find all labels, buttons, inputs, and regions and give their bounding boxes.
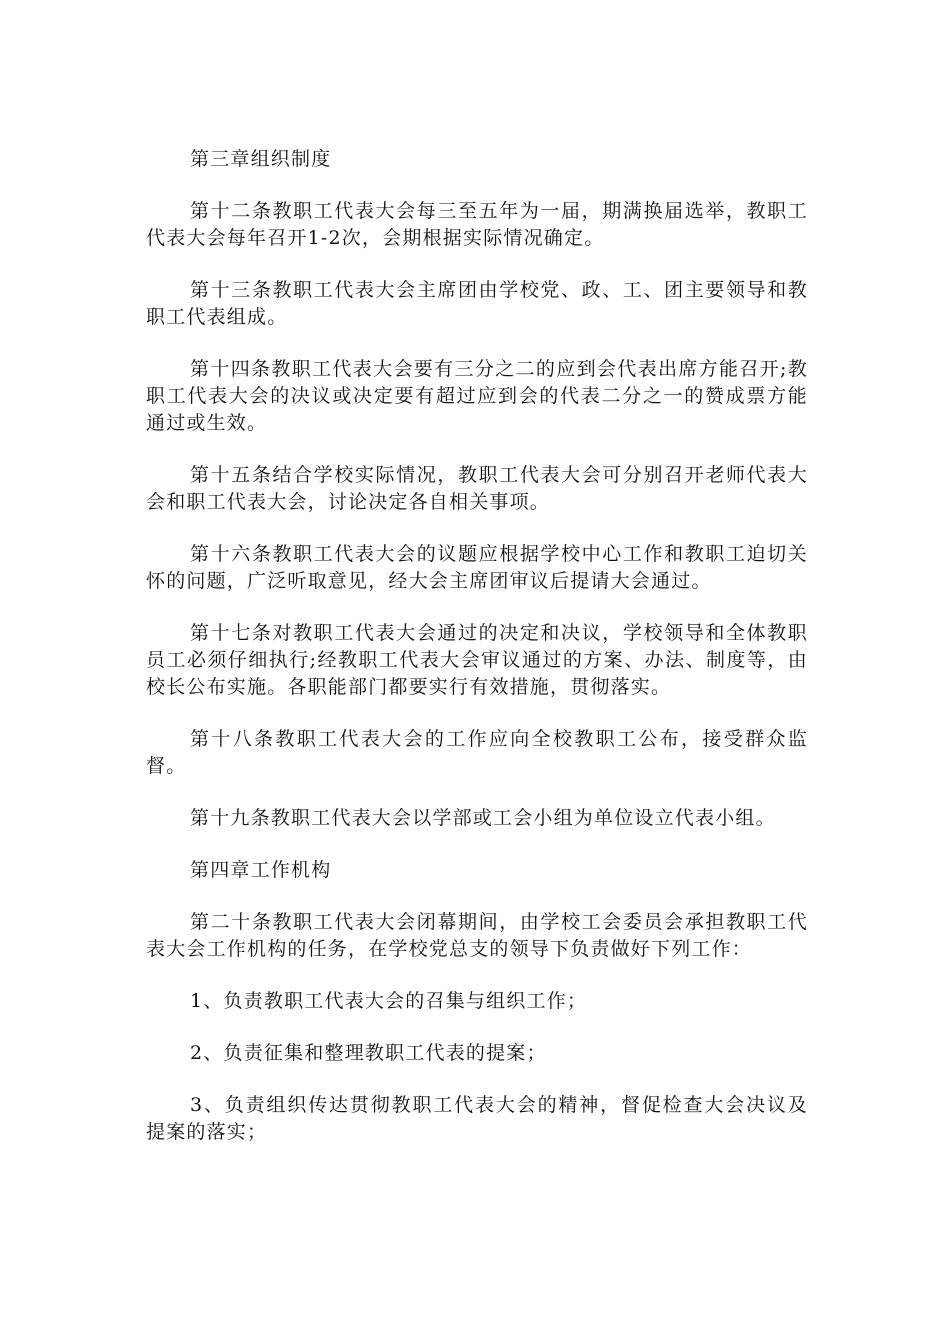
article-18: 第十八条教职工代表大会的工作应向全校教职工公布，接受群众监督。	[146, 728, 808, 777]
article-17: 第十七条对教职工代表大会通过的决定和决议，学校领导和全体教职员工必须仔细执行;经教职工代表大会审议通过的方案、办法、制度等，由校长公布实施。各职能部门都要实行有效措施，贯彻落实。	[146, 622, 808, 698]
list-item-3: 3、负责组织传达贯彻教职工代表大会的精神，督促检查大会决议及提案的落实；	[146, 1094, 808, 1143]
list-item-1: 1、负责教职工代表大会的召集与组织工作；	[190, 990, 588, 1012]
chapter-heading-3: 第三章组织制度	[190, 148, 332, 170]
article-19: 第十九条教职工代表大会以学部或工会小组为单位设立代表小组。	[190, 807, 776, 829]
article-16: 第十六条教职工代表大会的议题应根据学校中心工作和教职工迫切关怀的问题，广泛听取意见，经大会主席团审议后提请大会通过。	[146, 543, 808, 592]
chapter-heading-4: 第四章工作机构	[190, 859, 332, 881]
article-14: 第十四条教职工代表大会要有三分之二的应到会代表出席方能召开;教职工代表大会的决议或决定要有超过应到会的代表二分之一的赞成票方能通过或生效。	[146, 358, 808, 434]
article-20: 第二十条教职工代表大会闭幕期间，由学校工会委员会承担教职工代表大会工作机构的任务，在学校党总支的领导下负责做好下列工作：	[146, 911, 808, 960]
article-13: 第十三条教职工代表大会主席团由学校党、政、工、团主要领导和教职工代表组成。	[146, 279, 808, 328]
document-body	[146, 146, 808, 1171]
list-item-2: 2、负责征集和整理教职工代表的提案；	[190, 1042, 547, 1064]
article-15: 第十五条结合学校实际情况，教职工代表大会可分别召开老师代表大会和职工代表大会，讨论决定各自相关事项。	[146, 464, 808, 513]
article-12: 第十二条教职工代表大会每三至五年为一届，期满换届选举，教职工代表大会每年召开1-2次，会期根据实际情况确定。	[146, 200, 808, 249]
